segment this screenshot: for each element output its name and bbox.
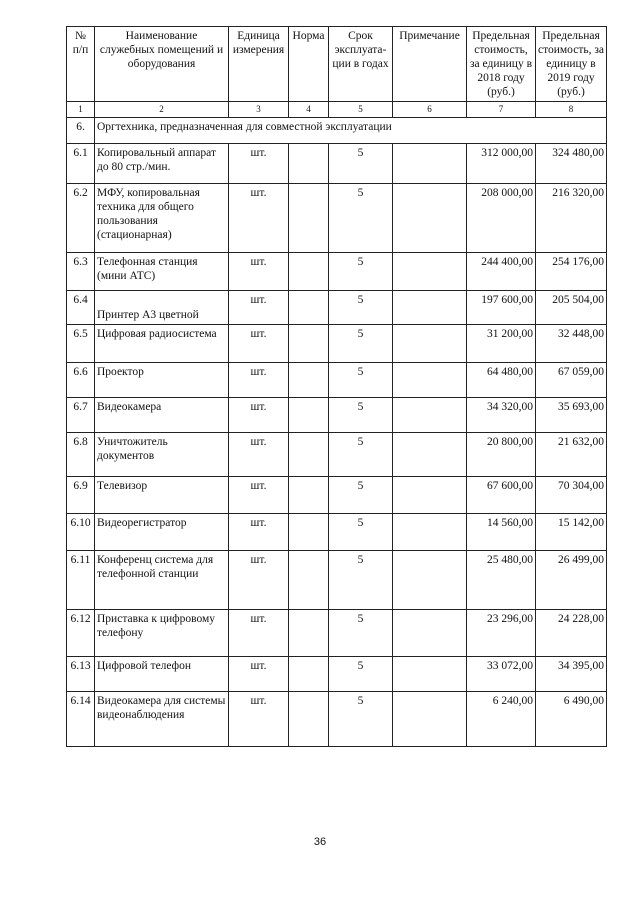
item-price-2019: 6 490,00 (536, 692, 607, 747)
item-term: 5 (329, 363, 393, 398)
item-term: 5 (329, 610, 393, 657)
item-term: 5 (329, 253, 393, 291)
row-number: 6.1 (67, 144, 95, 184)
item-price-2019: 24 228,00 (536, 610, 607, 657)
column-index: 2 (95, 102, 229, 118)
item-note (393, 325, 467, 363)
item-term: 5 (329, 657, 393, 692)
item-price-2019: 34 395,00 (536, 657, 607, 692)
item-term: 5 (329, 184, 393, 253)
item-note (393, 477, 467, 514)
item-term: 5 (329, 477, 393, 514)
item-name: Проектор (95, 363, 229, 398)
item-price-2018: 31 200,00 (467, 325, 536, 363)
item-note (393, 610, 467, 657)
item-norm (289, 610, 329, 657)
item-unit: шт. (229, 551, 289, 610)
item-name: Видеокамера для системы видеонаблюдения (95, 692, 229, 747)
item-price-2019: 15 142,00 (536, 514, 607, 551)
item-unit: шт. (229, 610, 289, 657)
item-price-2018: 25 480,00 (467, 551, 536, 610)
row-number: 6.3 (67, 253, 95, 291)
item-name: Приставка к цифровому телефону (95, 610, 229, 657)
item-norm (289, 514, 329, 551)
section-title: Оргтехника, предназначенная для совместной эксплуатации (95, 118, 607, 144)
table-row (67, 477, 607, 514)
page-number: 36 (313, 836, 327, 848)
column-index: 3 (229, 102, 289, 118)
item-note (393, 657, 467, 692)
item-norm (289, 551, 329, 610)
column-index: 4 (289, 102, 329, 118)
item-note (393, 692, 467, 747)
table-row (67, 325, 607, 363)
item-price-2018: 197 600,00 (467, 291, 536, 325)
item-price-2018: 34 320,00 (467, 398, 536, 433)
header-price-2019: Предельная стоимость, за единицу в 2019 году (руб.) (536, 27, 607, 102)
header-number: № п/п (67, 27, 95, 102)
item-unit: шт. (229, 692, 289, 747)
item-price-2018: 208 000,00 (467, 184, 536, 253)
item-note (393, 514, 467, 551)
item-norm (289, 363, 329, 398)
item-unit: шт. (229, 291, 289, 325)
table-row (67, 144, 607, 184)
item-norm (289, 433, 329, 477)
table-row (67, 291, 607, 325)
item-unit: шт. (229, 514, 289, 551)
item-term: 5 (329, 692, 393, 747)
item-name: Цифровая радиосистема (95, 325, 229, 363)
item-price-2018: 20 800,00 (467, 433, 536, 477)
item-price-2018: 312 000,00 (467, 144, 536, 184)
item-term: 5 (329, 551, 393, 610)
item-note (393, 144, 467, 184)
item-unit: шт. (229, 325, 289, 363)
column-index: 5 (329, 102, 393, 118)
table-row (67, 253, 607, 291)
item-unit: шт. (229, 657, 289, 692)
item-name: Копировальный аппарат до 80 стр./мин. (95, 144, 229, 184)
item-name: Видеорегистратор (95, 514, 229, 551)
row-number: 6.12 (67, 610, 95, 657)
item-price-2019: 205 504,00 (536, 291, 607, 325)
item-price-2019: 21 632,00 (536, 433, 607, 477)
item-note (393, 253, 467, 291)
table-row (67, 433, 607, 477)
item-name: Телефонная станция (мини АТС) (95, 253, 229, 291)
item-term: 5 (329, 514, 393, 551)
item-norm (289, 291, 329, 325)
item-name: Цифровой телефон (95, 657, 229, 692)
item-name: Телевизор (95, 477, 229, 514)
column-index-row (67, 102, 607, 118)
item-name: Видеокамера (95, 398, 229, 433)
item-norm (289, 692, 329, 747)
row-number: 6.14 (67, 692, 95, 747)
table-row (67, 398, 607, 433)
header-term: Срок эксплуата-ции в годах (329, 27, 393, 102)
item-price-2019: 67 059,00 (536, 363, 607, 398)
item-price-2019: 254 176,00 (536, 253, 607, 291)
item-term: 5 (329, 144, 393, 184)
item-norm (289, 144, 329, 184)
header-price-2018: Предельная стоимость, за единицу в 2018 году (руб.) (467, 27, 536, 102)
section-number: 6. (67, 118, 95, 144)
header-norm: Норма (289, 27, 329, 102)
column-index: 7 (467, 102, 536, 118)
item-name: Уничтожитель документов (95, 433, 229, 477)
section-row (67, 118, 607, 144)
table-row (67, 551, 607, 610)
equipment-table (66, 26, 607, 747)
item-unit: шт. (229, 144, 289, 184)
item-norm (289, 325, 329, 363)
item-price-2018: 6 240,00 (467, 692, 536, 747)
row-number: 6.2 (67, 184, 95, 253)
item-note (393, 291, 467, 325)
header-name: Наименование служебных помещений и оборудования (95, 27, 229, 102)
item-norm (289, 253, 329, 291)
row-number: 6.13 (67, 657, 95, 692)
row-number: 6.4 (67, 291, 95, 325)
item-price-2018: 23 296,00 (467, 610, 536, 657)
header-note: Примечание (393, 27, 467, 102)
item-term: 5 (329, 325, 393, 363)
item-unit: шт. (229, 184, 289, 253)
item-note (393, 433, 467, 477)
item-name: Конференц система для телефонной станции (95, 551, 229, 610)
header-unit: Единица измерения (229, 27, 289, 102)
row-number: 6.5 (67, 325, 95, 363)
item-term: 5 (329, 398, 393, 433)
column-index: 6 (393, 102, 467, 118)
table-row (67, 657, 607, 692)
item-price-2018: 67 600,00 (467, 477, 536, 514)
item-price-2018: 33 072,00 (467, 657, 536, 692)
row-number: 6.8 (67, 433, 95, 477)
row-number: 6.7 (67, 398, 95, 433)
table-row (67, 184, 607, 253)
item-price-2019: 70 304,00 (536, 477, 607, 514)
item-note (393, 551, 467, 610)
item-note (393, 363, 467, 398)
item-note (393, 398, 467, 433)
item-norm (289, 477, 329, 514)
item-unit: шт. (229, 253, 289, 291)
item-unit: шт. (229, 433, 289, 477)
item-price-2019: 324 480,00 (536, 144, 607, 184)
table-row (67, 514, 607, 551)
item-term: 5 (329, 291, 393, 325)
item-norm (289, 398, 329, 433)
column-index: 1 (67, 102, 95, 118)
item-name: Принтер А3 цветной (95, 291, 229, 325)
item-price-2019: 32 448,00 (536, 325, 607, 363)
table-row (67, 363, 607, 398)
row-number: 6.9 (67, 477, 95, 514)
item-unit: шт. (229, 398, 289, 433)
item-price-2019: 26 499,00 (536, 551, 607, 610)
item-unit: шт. (229, 477, 289, 514)
item-price-2019: 216 320,00 (536, 184, 607, 253)
item-price-2018: 14 560,00 (467, 514, 536, 551)
item-unit: шт. (229, 363, 289, 398)
header-row (67, 27, 607, 102)
item-norm (289, 184, 329, 253)
item-note (393, 184, 467, 253)
item-term: 5 (329, 433, 393, 477)
item-price-2019: 35 693,00 (536, 398, 607, 433)
item-price-2018: 64 480,00 (467, 363, 536, 398)
row-number: 6.11 (67, 551, 95, 610)
row-number: 6.6 (67, 363, 95, 398)
item-norm (289, 657, 329, 692)
item-name: МФУ, копировальная техника для общего пользования (стационарная) (95, 184, 229, 253)
table-row (67, 692, 607, 747)
table-row (67, 610, 607, 657)
row-number: 6.10 (67, 514, 95, 551)
item-price-2018: 244 400,00 (467, 253, 536, 291)
column-index: 8 (536, 102, 607, 118)
